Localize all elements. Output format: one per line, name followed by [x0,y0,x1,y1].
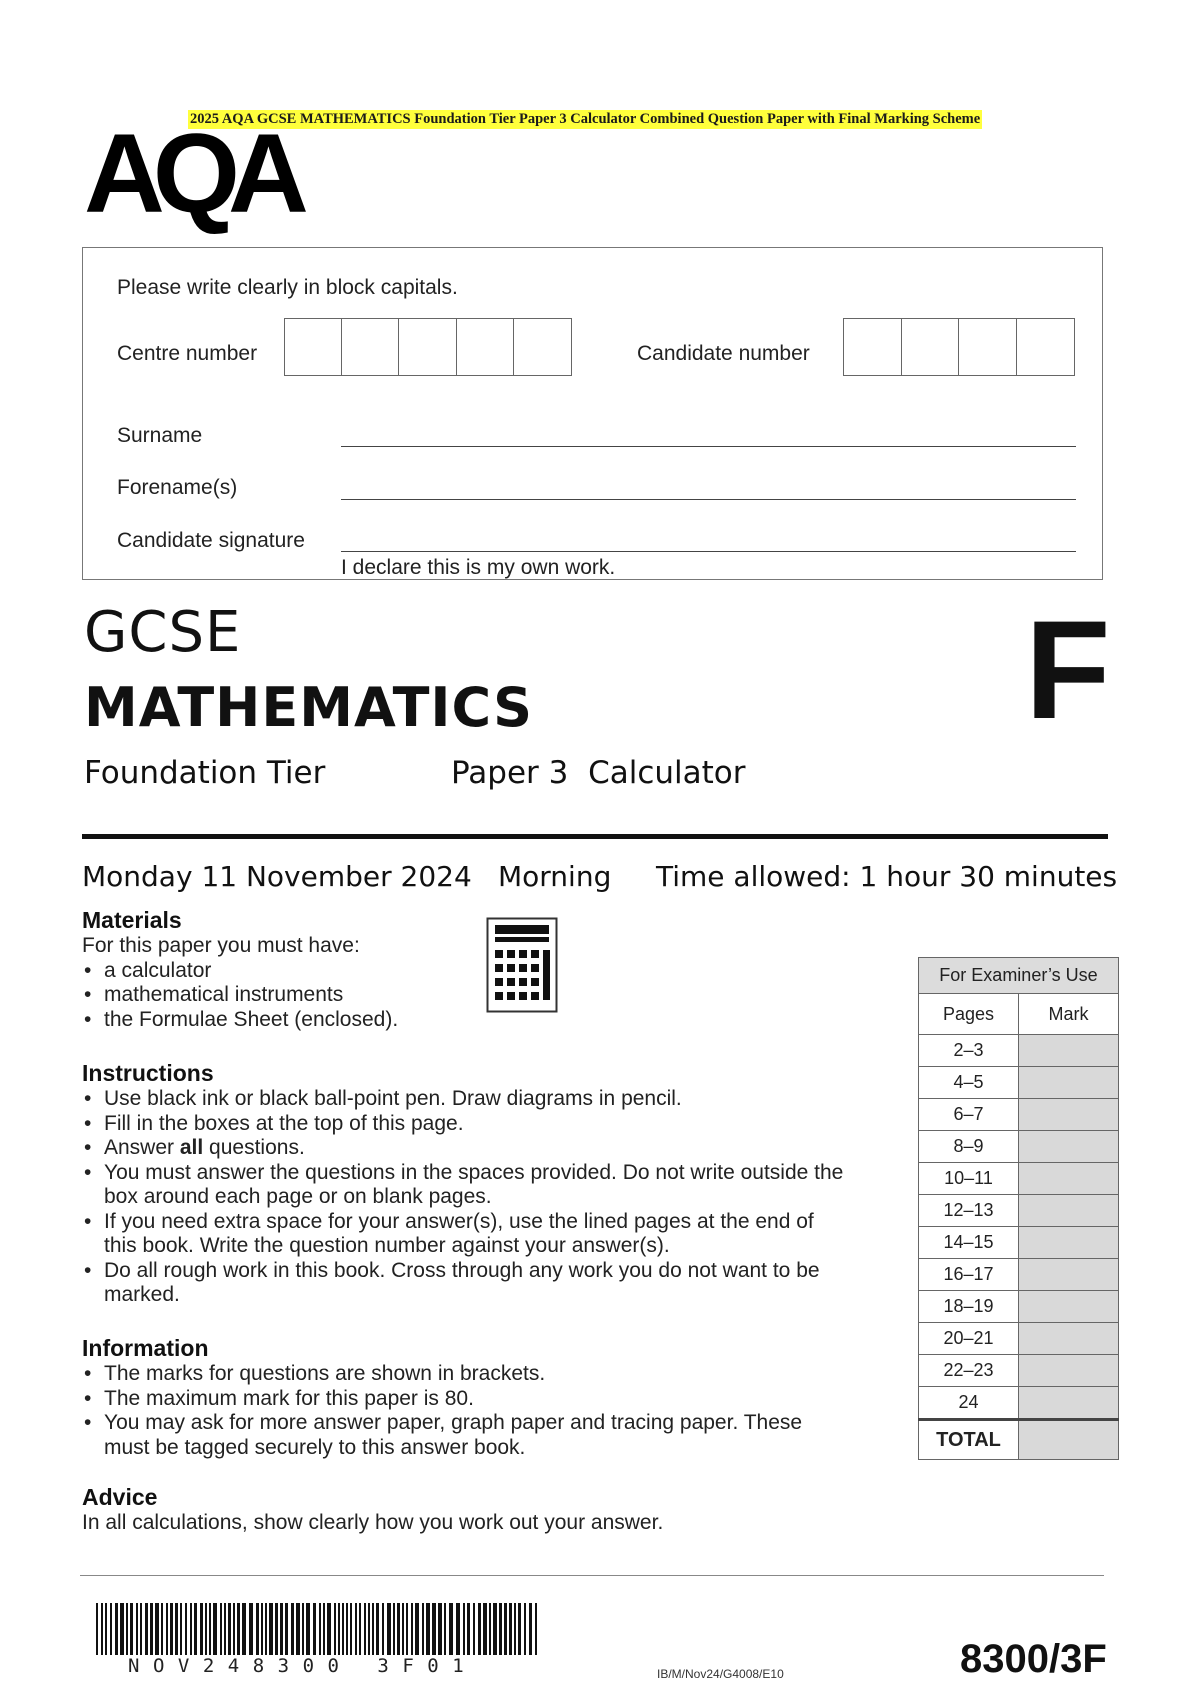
forenames-line[interactable] [341,499,1076,500]
signature-line[interactable] [341,551,1076,552]
tier-letter: F [1025,591,1111,748]
surname-label: Surname [117,424,203,447]
mark-cell[interactable] [1019,1163,1119,1195]
materials-item: • mathematical instruments [82,983,502,1008]
candidate-number-boxes[interactable] [843,318,1075,376]
materials-heading: Materials [82,907,182,933]
declaration-text: I declare this is my own work. [341,556,616,579]
centre-digit-box[interactable] [342,319,399,375]
advice-section [82,1484,852,1536]
candidate-digit-box[interactable] [959,319,1017,375]
mark-cell[interactable] [1019,1387,1119,1420]
instruction-item-answer-all [82,1136,852,1161]
pages-cell: 24 [919,1387,1019,1420]
time-allowed: Time allowed: 1 hour 30 minutes [656,860,1118,893]
mark-cell[interactable] [1019,1355,1119,1387]
instructions-section [82,1060,852,1308]
mark-cell[interactable] [1019,1323,1119,1355]
pages-cell: 18–19 [919,1291,1019,1323]
answer-all-suffix: questions. [203,1136,305,1159]
examiner-table-title: For Examiner’s Use [919,958,1119,994]
pages-cell: 22–23 [919,1355,1019,1387]
tier-name: Foundation Tier [84,755,326,791]
pages-column-header: Pages [919,994,1019,1035]
instructions-heading: Instructions [82,1060,214,1086]
answer-all-prefix: Answer [104,1136,180,1159]
candidate-digit-box[interactable] [1017,319,1075,375]
aqa-logo: AQA [84,111,297,236]
surname-line[interactable] [341,446,1076,447]
mark-cell[interactable] [1019,1259,1119,1291]
total-mark-cell[interactable] [1019,1420,1119,1460]
exam-date: Monday 11 November 2024 [82,860,472,893]
exam-session: Morning [498,860,612,893]
qualification-title: GCSE [84,600,242,665]
pages-cell: 6–7 [919,1099,1019,1131]
materials-item: • a calculator [82,959,502,984]
materials-intro: For this paper you must have: [82,934,360,957]
instructions-list [82,1087,852,1308]
instruction-item: • Do all rough work in this book. Cross through any work you do not want to be marked. [82,1259,852,1308]
mark-cell[interactable] [1019,1099,1119,1131]
candidate-number-label: Candidate number [637,342,810,365]
forenames-label: Forename(s) [117,476,238,499]
centre-digit-box[interactable] [457,319,514,375]
examiner-use-table [918,957,1119,1460]
pages-cell: 16–17 [919,1259,1019,1291]
instruction-item: • If you need extra space for your answer(s), use the lined pages at the end of this book. Write the question number against your answer(s). [82,1210,852,1259]
pages-cell: 4–5 [919,1067,1019,1099]
advice-text: In all calculations, show clearly how you work out your answer. [82,1511,664,1534]
information-heading: Information [82,1335,209,1361]
mark-column-header: Mark [1019,994,1119,1035]
centre-digit-box[interactable] [514,319,571,375]
centre-number-boxes[interactable] [284,318,572,376]
information-item: • You may ask for more answer paper, graph paper and tracing paper. These must be tagged securely to this answer book. [82,1411,852,1460]
title-rule [82,834,1108,839]
mark-cell[interactable] [1019,1195,1119,1227]
pages-cell: 8–9 [919,1131,1019,1163]
mark-cell[interactable] [1019,1227,1119,1259]
instruction-item: • You must answer the questions in the spaces provided. Do not write outside the box around each page or on blank pages. [82,1161,852,1210]
materials-item: • the Formulae Sheet (enclosed). [82,1008,502,1033]
candidate-digit-box[interactable] [902,319,960,375]
total-label: TOTAL [919,1420,1019,1460]
paper-reference: IB/M/Nov24/G4008/E10 [657,1667,784,1681]
barcode-text: NOV248300 3F01 [128,1655,478,1677]
footer-rule [80,1575,1104,1576]
pages-cell: 14–15 [919,1227,1019,1259]
centre-digit-box[interactable] [399,319,456,375]
information-item: • The marks for questions are shown in brackets. [82,1362,852,1387]
information-list [82,1362,852,1460]
paper-code: 8300/3F [960,1637,1107,1681]
barcode-image [96,1603,540,1655]
mark-cell[interactable] [1019,1035,1119,1067]
paper-name: Paper 3 Calculator [451,755,746,791]
signature-label: Candidate signature [117,529,305,552]
subject-title: MATHEMATICS [84,676,534,739]
information-section [82,1335,852,1460]
pages-cell: 2–3 [919,1035,1019,1067]
document-title-banner: 2025 AQA GCSE MATHEMATICS Foundation Tier Paper 3 Calculator Combined Question Paper with Final Marking Scheme [190,111,981,127]
answer-all-emphasis: all [179,1136,204,1159]
centre-number-label: Centre number [117,342,258,365]
advice-heading: Advice [82,1484,158,1510]
materials-section [82,907,502,1032]
pages-cell: 10–11 [919,1163,1019,1195]
pages-cell: 12–13 [919,1195,1019,1227]
candidate-digit-box[interactable] [844,319,902,375]
pages-cell: 20–21 [919,1323,1019,1355]
calculator-icon [486,917,558,1013]
mark-cell[interactable] [1019,1291,1119,1323]
instruction-item: • Fill in the boxes at the top of this page. [82,1112,852,1137]
instruction-item: • Use black ink or black ball-point pen. Draw diagrams in pencil. [82,1087,852,1112]
mark-cell[interactable] [1019,1131,1119,1163]
block-capitals-instruction: Please write clearly in block capitals. [117,276,458,299]
information-item: • The maximum mark for this paper is 80. [82,1387,852,1412]
centre-digit-box[interactable] [285,319,342,375]
materials-list [82,959,502,1033]
mark-cell[interactable] [1019,1067,1119,1099]
